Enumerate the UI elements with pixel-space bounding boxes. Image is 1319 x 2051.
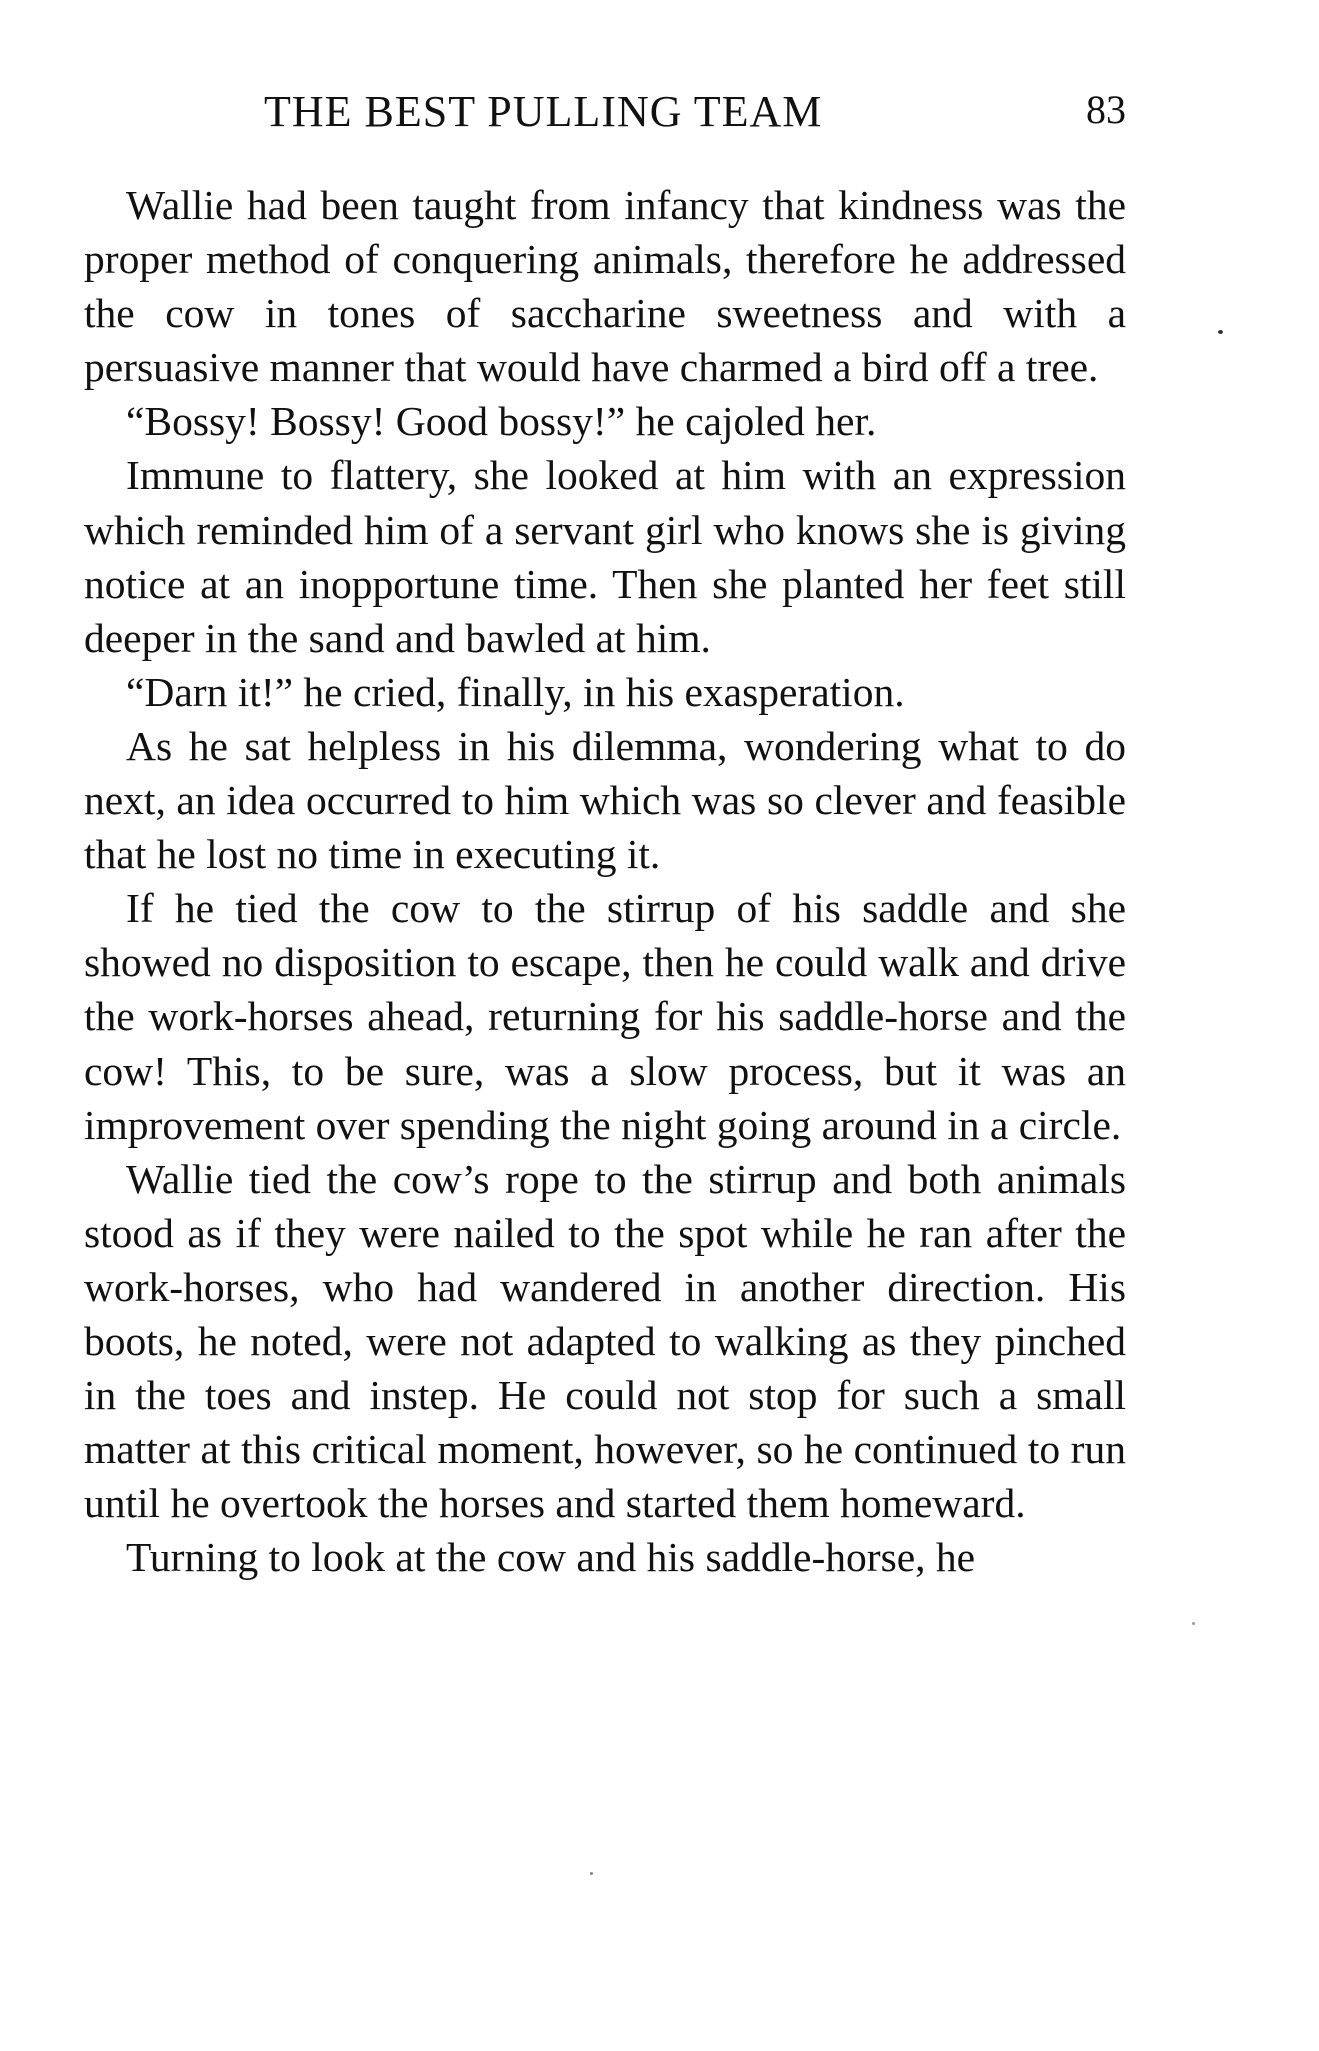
scan-speck — [1192, 1622, 1195, 1625]
paragraph: “Bossy! Bossy! Good bossy!” he cajoled her. — [126, 398, 877, 445]
paragraph: As he sat helpless in his dilemma, wondering what to do next, an idea occurred to him which was so clever and feasible that he lost no time in executing it. — [84, 722, 1126, 878]
paragraph: If he tied the cow to the stirrup of his saddle and she showed no disposition to escape, then he could walk and drive the work-horses ahead, returning for his saddle-horse and the cow! This, to be sure, was a slow process, but it was an improvement over spending the night going around in a circle. — [84, 885, 1126, 1148]
body-text — [84, 178, 1126, 1584]
scan-speck — [590, 1872, 593, 1875]
running-title: THE BEST PULLING TEAM — [264, 87, 823, 136]
paragraph: “Darn it!” he cried, finally, in his exasperation. — [126, 668, 905, 715]
scan-speck — [1218, 330, 1223, 334]
paragraph: Immune to flattery, she looked at him with an expression which reminded him of a servant girl who knows she is giving notice at an inopportune time. Then she planted her feet still deeper in the sand and bawled at him. — [84, 452, 1126, 661]
page-number: 83 — [1086, 87, 1126, 132]
paragraph: Turning to look at the cow and his saddle-horse, he — [126, 1534, 976, 1581]
paragraph: Wallie tied the cow’s rope to the stirrup and both animals stood as if they were nailed to the spot while he ran after the work-horses, who had wandered in another direction. His boots, he noted, were not adapted to walking as they pinched in the toes and instep. He could not stop for such a small matter at this critical moment, however, so he continued to run until he overtook the horses and started them homeward. — [84, 1155, 1126, 1527]
running-head — [84, 86, 1126, 146]
paragraph: Wallie had been taught from infancy that kindness was the proper method of conquering animals, therefore he addressed the cow in tones of saccharine sweetness and with a persuasive manner that would have charmed a bird off a tree. — [84, 182, 1126, 391]
